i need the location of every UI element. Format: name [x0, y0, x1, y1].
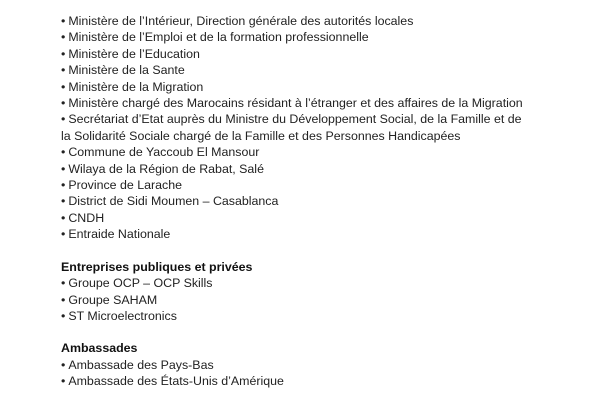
- list-item: [61, 193, 531, 209]
- list-item: [61, 308, 531, 324]
- list-item-text: Ministère de l’Intérieur, Direction générale des autorités locales: [68, 14, 414, 28]
- list-item: [61, 62, 531, 78]
- list-item-text: Entraide Nationale: [68, 227, 171, 242]
- list-item-text: Ministère de la Migration: [68, 79, 204, 94]
- bullet: •: [61, 194, 66, 209]
- list-item: [61, 177, 531, 193]
- list-item-text: Ministère de la Sante: [68, 63, 185, 78]
- list-item: [61, 79, 531, 95]
- list-item: [61, 373, 531, 389]
- bullet: •: [61, 96, 66, 111]
- list-item: [61, 226, 531, 242]
- list-item-text: Ministère de l’Emploi et de la formation professionnelle: [68, 30, 369, 45]
- list-item-text: Wilaya de la Région de Rabat, Salé: [68, 161, 264, 176]
- bullet: •: [61, 79, 66, 94]
- bullet: •: [61, 292, 66, 307]
- list-item-text: ST Microelectronics: [68, 308, 177, 323]
- list-item-text: Ambassade des Pays-Bas: [68, 357, 214, 372]
- bullet: •: [61, 161, 66, 176]
- bullet: •: [61, 145, 66, 160]
- ministries-list: [61, 13, 600, 243]
- bullet: •: [61, 14, 66, 28]
- list-item: [61, 111, 531, 144]
- bullet: •: [61, 308, 66, 323]
- bullet: •: [61, 46, 66, 61]
- list-item-text: Groupe OCP – OCP Skills: [68, 276, 213, 291]
- companies-section: [61, 259, 600, 325]
- list-item: [61, 275, 531, 291]
- section-title: Ambassades: [61, 341, 138, 356]
- list-item-text: Ministère chargé des Marocains résidant à l’étranger et des affaires de la Migration: [68, 96, 523, 111]
- bullet: •: [61, 112, 66, 127]
- companies-list: [61, 275, 600, 324]
- bullet: •: [61, 357, 66, 372]
- list-item-text: District de Sidi Moumen – Casablanca: [68, 194, 279, 209]
- bullet: •: [61, 178, 66, 193]
- list-item: [61, 13, 531, 29]
- list-item: [61, 292, 531, 308]
- bullet: •: [61, 63, 66, 78]
- bullet: •: [61, 374, 66, 389]
- list-item: [61, 95, 531, 111]
- list-item: [61, 161, 531, 177]
- embassies-list: [61, 357, 600, 390]
- list-item-text: Commune de Yaccoub El Mansour: [68, 145, 260, 160]
- list-item-text: Ministère de l’Education: [68, 46, 200, 61]
- list-item-text: Secrétariat d’Etat auprès du Ministre du Développement Social, de la Famille et de la Solidarité Sociale chargé de la Famille et des Personnes Handicapées: [61, 112, 522, 143]
- list-item-text: Province de Larache: [68, 178, 182, 193]
- bullet: •: [61, 30, 66, 45]
- embassies-section: [61, 340, 600, 389]
- list-item-text: Ambassade des États-Unis d’Amérique: [68, 374, 284, 389]
- bullet: •: [61, 227, 66, 242]
- bullet: •: [61, 210, 66, 225]
- bullet: •: [61, 276, 66, 291]
- list-item-text: Groupe SAHAM: [68, 292, 158, 307]
- section-title: Entreprises publiques et privées: [61, 259, 253, 274]
- list-item: [61, 210, 531, 226]
- list-item: [61, 29, 531, 45]
- list-item: [61, 144, 531, 160]
- list-item-text: CNDH: [68, 210, 105, 225]
- list-item: [61, 357, 531, 373]
- list-item: [61, 46, 531, 62]
